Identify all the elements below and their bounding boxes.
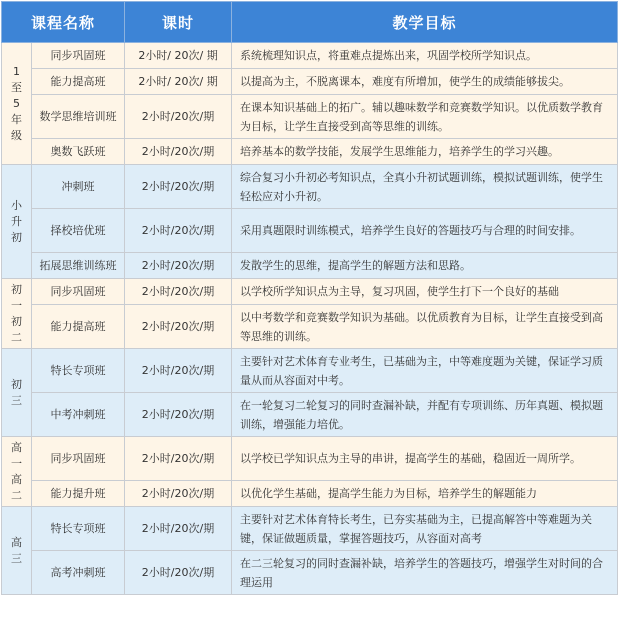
class-hours-cell: 2小时/20次/期 bbox=[125, 209, 232, 253]
course-name-cell: 特长专项班 bbox=[32, 507, 125, 551]
table-row bbox=[2, 437, 618, 481]
header-course-name: 课程名称 bbox=[2, 2, 125, 43]
teaching-goal-cell: 综合复习小升初必考知识点，全真小升初试题训练，模拟试题训练，使学生轻松应对小升初。 bbox=[232, 165, 618, 209]
table-row bbox=[2, 279, 618, 305]
teaching-goal-cell: 采用真题限时训练模式，培养学生良好的答题技巧与合理的时间安排。 bbox=[232, 209, 618, 253]
course-name-cell: 高考冲刺班 bbox=[32, 551, 125, 595]
teaching-goal-cell: 以提高为主，不脱离课本，难度有所增加，使学生的成绩能够拔尖。 bbox=[232, 69, 618, 95]
table-row bbox=[2, 209, 618, 253]
table-row bbox=[2, 253, 618, 279]
grade-label: 1至5年级 bbox=[11, 64, 22, 142]
class-hours-cell: 2小时/20次/期 bbox=[125, 507, 232, 551]
grade-cell bbox=[2, 279, 32, 349]
class-hours-cell: 2小时/20次/期 bbox=[125, 349, 232, 393]
teaching-goal-cell: 主要针对艺术体育专业考生，已基础为主，中等难度题为关键，保证学习质量从而从容面对中考。 bbox=[232, 349, 618, 393]
table-body bbox=[2, 43, 618, 595]
table-row bbox=[2, 393, 618, 437]
class-hours-cell: 2小时/20次/期 bbox=[125, 95, 232, 139]
class-hours-cell: 2小时/ 20次/ 期 bbox=[125, 43, 232, 69]
table-row bbox=[2, 507, 618, 551]
course-table bbox=[1, 1, 618, 595]
grade-label: 初一初二 bbox=[11, 282, 22, 344]
table-row bbox=[2, 349, 618, 393]
table-row bbox=[2, 43, 618, 69]
teaching-goal-cell: 主要针对艺术体育特长考生，已夯实基础为主，已提高解答中等难题为关键，保证做题质量，掌握答题技巧，从容面对高考 bbox=[232, 507, 618, 551]
class-hours-cell: 2小时/ 20次/ 期 bbox=[125, 69, 232, 95]
teaching-goal-cell: 系统梳理知识点，将重难点提炼出来，巩固学校所学知识点。 bbox=[232, 43, 618, 69]
teaching-goal-cell: 在二三轮复习的同时查漏补缺，培养学生的答题技巧，增强学生对时间的合理运用 bbox=[232, 551, 618, 595]
table-row bbox=[2, 95, 618, 139]
header-teaching-goal: 教学目标 bbox=[232, 2, 618, 43]
class-hours-cell: 2小时/20次/期 bbox=[125, 139, 232, 165]
teaching-goal-cell: 以中考数学和竞赛数学知识为基础。以优质教育为目标，让学生直接受到高等思维的训练。 bbox=[232, 305, 618, 349]
table-row bbox=[2, 305, 618, 349]
class-hours-cell: 2小时/20次/期 bbox=[125, 481, 232, 507]
course-name-cell: 能力提升班 bbox=[32, 481, 125, 507]
class-hours-cell: 2小时/20次/期 bbox=[125, 165, 232, 209]
course-name-cell: 同步巩固班 bbox=[32, 279, 125, 305]
grade-cell bbox=[2, 349, 32, 437]
table-row bbox=[2, 481, 618, 507]
grade-cell bbox=[2, 43, 32, 165]
course-name-cell: 数学思维培训班 bbox=[32, 95, 125, 139]
class-hours-cell: 2小时/20次/期 bbox=[125, 305, 232, 349]
table-row bbox=[2, 139, 618, 165]
class-hours-cell: 2小时/20次/期 bbox=[125, 393, 232, 437]
course-name-cell: 同步巩固班 bbox=[32, 43, 125, 69]
course-name-cell: 冲刺班 bbox=[32, 165, 125, 209]
class-hours-cell: 2小时/20次/期 bbox=[125, 437, 232, 481]
class-hours-cell: 2小时/20次/期 bbox=[125, 551, 232, 595]
course-name-cell: 能力提高班 bbox=[32, 305, 125, 349]
grade-cell bbox=[2, 507, 32, 595]
course-name-cell: 能力提高班 bbox=[32, 69, 125, 95]
grade-cell bbox=[2, 165, 32, 279]
teaching-goal-cell: 发散学生的思维，提高学生的解题方法和思路。 bbox=[232, 253, 618, 279]
course-name-cell: 中考冲刺班 bbox=[32, 393, 125, 437]
grade-label: 小升初 bbox=[11, 198, 22, 244]
header-class-hours: 课时 bbox=[125, 2, 232, 43]
class-hours-cell: 2小时/20次/期 bbox=[125, 253, 232, 279]
teaching-goal-cell: 培养基本的数学技能，发展学生思维能力，培养学生的学习兴趣。 bbox=[232, 139, 618, 165]
grade-cell bbox=[2, 437, 32, 507]
teaching-goal-cell: 以学校已学知识点为主导的串讲，提高学生的基础，稳固近一周所学。 bbox=[232, 437, 618, 481]
teaching-goal-cell: 在一轮复习二轮复习的同时查漏补缺，并配有专项训练、历年真题、模拟题训练，增强能力培优。 bbox=[232, 393, 618, 437]
grade-label: 初三 bbox=[11, 377, 22, 407]
course-name-cell: 特长专项班 bbox=[32, 349, 125, 393]
table-header-row bbox=[2, 2, 618, 43]
table-row bbox=[2, 551, 618, 595]
table-row bbox=[2, 165, 618, 209]
course-name-cell: 奥数飞跃班 bbox=[32, 139, 125, 165]
class-hours-cell: 2小时/20次/期 bbox=[125, 279, 232, 305]
teaching-goal-cell: 在课本知识基础上的拓广。辅以趣味数学和竞赛数学知识。以优质数学教育为目标，让学生直接受到高等思维的训练。 bbox=[232, 95, 618, 139]
course-name-cell: 拓展思维训练班 bbox=[32, 253, 125, 279]
teaching-goal-cell: 以学校所学知识点为主导，复习巩固，使学生打下一个良好的基础 bbox=[232, 279, 618, 305]
grade-label: 高三 bbox=[11, 535, 22, 565]
course-table-container bbox=[1, 1, 619, 595]
teaching-goal-cell: 以优化学生基础，提高学生能力为目标，培养学生的解题能力 bbox=[232, 481, 618, 507]
course-name-cell: 择校培优班 bbox=[32, 209, 125, 253]
grade-label: 高一高二 bbox=[11, 440, 22, 502]
course-name-cell: 同步巩固班 bbox=[32, 437, 125, 481]
table-row bbox=[2, 69, 618, 95]
